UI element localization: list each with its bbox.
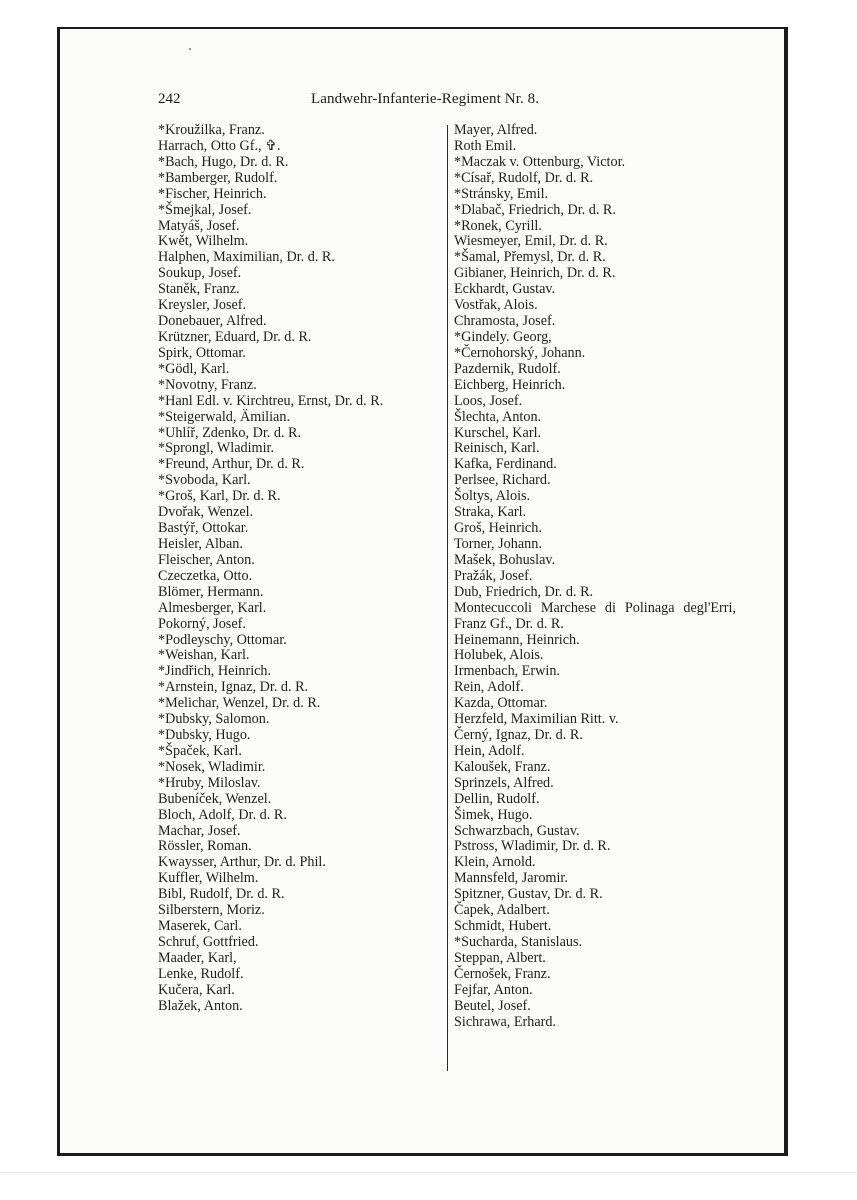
name-entry: *Novotny, Franz. bbox=[158, 376, 257, 393]
name-entry: Czeczetka, Otto. bbox=[158, 567, 253, 584]
name-entry: Eichberg, Heinrich. bbox=[454, 376, 566, 393]
name-entry: Kreysler, Josef. bbox=[158, 297, 247, 314]
name-entry: Eckhardt, Gustav. bbox=[454, 281, 556, 298]
name-entry: *Uhlíř, Zdenko, Dr. d. R. bbox=[158, 424, 302, 441]
name-entry: *Černohorský, Johann. bbox=[454, 344, 586, 361]
name-entry: *Hruby, Miloslav. bbox=[158, 774, 261, 791]
scan-edge bbox=[0, 1172, 857, 1173]
name-entry: Fleischer, Anton. bbox=[158, 551, 255, 568]
name-entry: Sprinzels, Alfred. bbox=[454, 774, 554, 791]
name-entry: Staněk, Franz. bbox=[158, 281, 240, 298]
name-entry: Montecuccoli Marchese di Polinaga degl'Erri, Franz Gf., Dr. d. R. bbox=[454, 599, 736, 632]
name-entry: Mayer, Alfred. bbox=[454, 122, 538, 138]
name-entry: Pazdernik, Rudolf. bbox=[454, 360, 561, 377]
name-entry: *Bach, Hugo, Dr. d. R. bbox=[158, 153, 289, 170]
name-entry: *Dubsky, Hugo. bbox=[158, 727, 251, 744]
name-entry: Dvořak, Wenzel. bbox=[158, 504, 254, 521]
name-entry: Maserek, Carl. bbox=[158, 918, 242, 935]
name-entry: Kwět, Wilhelm. bbox=[158, 233, 249, 250]
name-entry: Irmenbach, Erwin. bbox=[454, 663, 560, 680]
name-entry: *Gindely. Georg, bbox=[454, 328, 552, 345]
name-entry: Heinemann, Heinrich. bbox=[454, 631, 580, 648]
name-entry: *Špaček, Karl. bbox=[158, 742, 242, 759]
name-entry: Kučera, Karl. bbox=[158, 981, 235, 998]
name-entry: Perlsee, Richard. bbox=[454, 472, 551, 489]
name-entry: Machar, Josef. bbox=[158, 822, 241, 839]
name-entry: Blažek, Anton. bbox=[158, 997, 243, 1014]
name-entry: Beutel, Josef. bbox=[454, 997, 531, 1014]
name-entry: Šoltys, Alois. bbox=[454, 488, 531, 505]
name-entry: *Sucharda, Stanislaus. bbox=[454, 934, 583, 951]
name-entry: Gibianer, Heinrich, Dr. d. R. bbox=[454, 265, 616, 282]
name-entry: Spitzner, Gustav, Dr. d. R. bbox=[454, 886, 603, 903]
name-entry: Blömer, Hermann. bbox=[158, 583, 264, 600]
name-entry: Pražák, Josef. bbox=[454, 567, 533, 584]
name-entry: *Šmejkal, Josef. bbox=[158, 201, 252, 218]
name-entry: Harrach, Otto Gf., ✞. bbox=[158, 137, 281, 154]
name-entry: Dellin, Rudolf. bbox=[454, 790, 540, 807]
name-entry: Loos, Josef. bbox=[454, 392, 523, 409]
name-list-left-column bbox=[158, 123, 443, 1015]
name-entry: Lenke, Rudolf. bbox=[158, 965, 244, 982]
name-entry: Almesberger, Karl. bbox=[158, 599, 267, 616]
name-entry: *Dubsky, Salomon. bbox=[158, 711, 270, 728]
name-entry: *Podleyschy, Ottomar. bbox=[158, 631, 287, 648]
name-entry: *Sprongl, Wladimir. bbox=[158, 440, 274, 457]
name-entry: Holubek, Alois. bbox=[454, 647, 544, 664]
name-entry: Bubeníček, Wenzel. bbox=[158, 790, 272, 807]
name-entry: Torner, Johann. bbox=[454, 535, 542, 552]
name-entry: *Freund, Arthur, Dr. d. R. bbox=[158, 456, 305, 473]
name-entry: Soukup, Josef. bbox=[158, 265, 242, 282]
name-entry: Spirk, Ottomar. bbox=[158, 344, 246, 361]
name-entry: *Šamal, Přemysl, Dr. d. R. bbox=[454, 249, 606, 266]
name-entry: Bastýř, Ottokar. bbox=[158, 520, 249, 537]
name-entry: *Bamberger, Rudolf. bbox=[158, 169, 278, 186]
name-entry: Mannsfeld, Jaromir. bbox=[454, 870, 568, 887]
name-entry: *Fischer, Heinrich. bbox=[158, 185, 267, 202]
name-entry: Kafka, Ferdinand. bbox=[454, 456, 557, 473]
name-list-right-column bbox=[454, 123, 736, 1031]
name-entry: *Weishan, Karl. bbox=[158, 647, 250, 664]
name-entry: Šimek, Hugo. bbox=[454, 806, 533, 823]
name-entry: Kwaysser, Arthur, Dr. d. Phil. bbox=[158, 854, 326, 871]
name-entry: Černý, Ignaz, Dr. d. R. bbox=[454, 727, 583, 744]
name-entry: Groš, Heinrich. bbox=[454, 520, 542, 537]
name-entry: Dub, Friedrich, Dr. d. R. bbox=[454, 583, 594, 600]
name-entry: Bibl, Rudolf, Dr. d. R. bbox=[158, 886, 285, 903]
name-entry: Šlechta, Anton. bbox=[454, 408, 542, 425]
name-entry: *Gödl, Karl. bbox=[158, 360, 230, 377]
name-entry: Herzfeld, Maximilian Ritt. v. bbox=[454, 711, 619, 728]
name-entry: Maader, Karl, bbox=[158, 949, 237, 966]
name-entry: Pokorný, Josef. bbox=[158, 615, 246, 632]
name-entry: *Nosek, Wladimir. bbox=[158, 758, 266, 775]
name-entry: Silberstern, Moriz. bbox=[158, 902, 265, 919]
name-entry: Schwarzbach, Gustav. bbox=[454, 822, 580, 839]
name-entry: *Groš, Karl, Dr. d. R. bbox=[158, 488, 281, 505]
name-entry: Schmidt, Hubert. bbox=[454, 918, 552, 935]
name-entry: Reinisch, Karl. bbox=[454, 440, 540, 457]
name-entry: Steppan, Albert. bbox=[454, 949, 546, 966]
name-entry: Rein, Adolf. bbox=[454, 679, 524, 696]
name-entry: *Císař, Rudolf, Dr. d. R. bbox=[454, 169, 594, 186]
name-entry: Mašek, Bohuslav. bbox=[454, 551, 556, 568]
name-entry: *Svoboda, Karl. bbox=[158, 472, 251, 489]
scan-speck bbox=[189, 48, 191, 50]
name-entry: Pstross, Wladimir, Dr. d. R. bbox=[454, 838, 611, 855]
page-number: 242 bbox=[158, 91, 181, 107]
name-entry: Matyáš, Josef. bbox=[158, 217, 240, 234]
name-entry: *Dlabač, Friedrich, Dr. d. R. bbox=[454, 201, 616, 218]
name-entry: Roth Emil. bbox=[454, 137, 517, 154]
name-entry: Hein, Adolf. bbox=[454, 742, 525, 759]
name-entry: Schruf, Gottfried. bbox=[158, 934, 259, 951]
name-entry: Sichrawa, Erhard. bbox=[454, 1013, 557, 1030]
name-entry: *Hanl Edl. v. Kirchtreu, Ernst, Dr. d. R. bbox=[158, 392, 384, 409]
name-entry: Kurschel, Karl. bbox=[454, 424, 542, 441]
name-entry: Černošek, Franz. bbox=[454, 965, 551, 982]
name-entry: Donebauer, Alfred. bbox=[158, 313, 267, 330]
name-entry: *Kroužilka, Franz. bbox=[158, 122, 265, 138]
name-entry: Kaloušek, Franz. bbox=[454, 758, 551, 775]
name-entry: Wiesmeyer, Emil, Dr. d. R. bbox=[454, 233, 608, 250]
name-entry: *Stránsky, Emil. bbox=[454, 185, 549, 202]
name-entry: Klein, Arnold. bbox=[454, 854, 536, 871]
name-entry: Bloch, Adolf, Dr. d. R. bbox=[158, 806, 287, 823]
name-entry: *Maczak v. Ottenburg, Victor. bbox=[454, 153, 626, 170]
name-entry: *Steigerwald, Ämilian. bbox=[158, 408, 290, 425]
running-head bbox=[158, 91, 628, 111]
name-entry: Kuffler, Wilhelm. bbox=[158, 870, 259, 887]
name-entry: *Ronek, Cyrill. bbox=[454, 217, 542, 234]
column-divider bbox=[447, 125, 448, 1071]
name-entry: Kazda, Ottomar. bbox=[454, 695, 548, 712]
name-entry: Krützner, Eduard, Dr. d. R. bbox=[158, 328, 312, 345]
name-entry: Fejfar, Anton. bbox=[454, 981, 533, 998]
name-entry: Halphen, Maximilian, Dr. d. R. bbox=[158, 249, 335, 266]
name-entry: Rössler, Roman. bbox=[158, 838, 252, 855]
name-entry: *Arnstein, Ignaz, Dr. d. R. bbox=[158, 679, 309, 696]
running-title: Landwehr-Infanterie-Regiment Nr. 8. bbox=[311, 91, 540, 107]
name-entry: *Melichar, Wenzel, Dr. d. R. bbox=[158, 695, 321, 712]
name-entry: Heisler, Alban. bbox=[158, 535, 243, 552]
name-entry: *Jindřich, Heinrich. bbox=[158, 663, 272, 680]
name-entry: Vostřak, Alois. bbox=[454, 297, 538, 314]
name-entry: Čapek, Adalbert. bbox=[454, 902, 550, 919]
name-entry: Chramosta, Josef. bbox=[454, 313, 556, 330]
name-entry: Straka, Karl. bbox=[454, 504, 527, 521]
